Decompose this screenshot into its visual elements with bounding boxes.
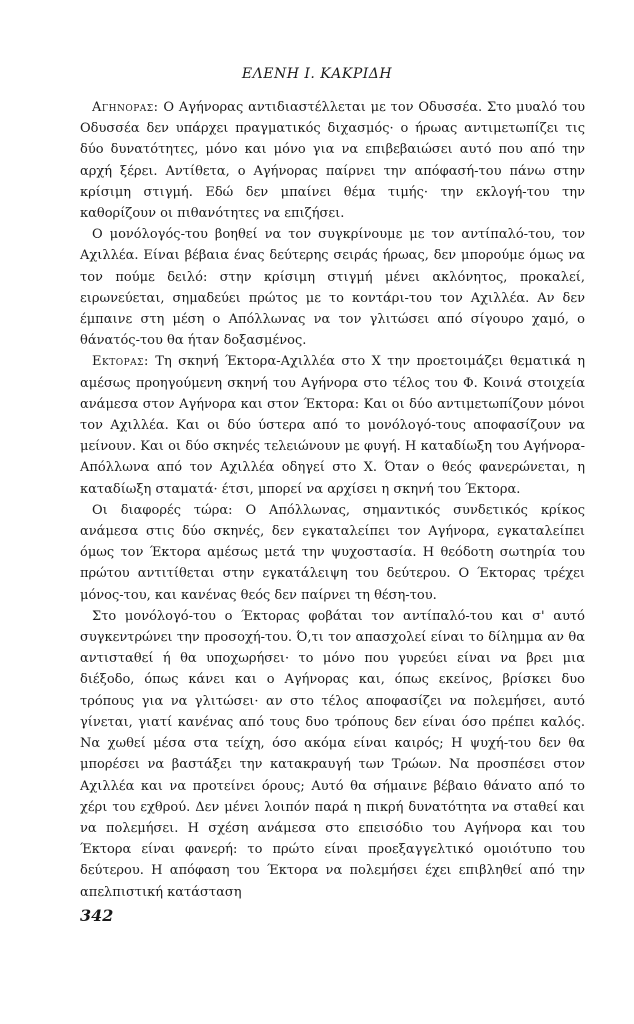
running-head: ΕΛΕΝΗ Ι. ΚΑΚΡΙΔΗ [241,66,393,82]
body-text [80,97,585,903]
paragraph-differences [80,500,585,606]
paragraph-agenor [80,97,585,224]
speaker-label: Εκτορας: [92,354,149,370]
paragraph-monologue [80,224,585,351]
paragraph-text: Στο μονόλογό-του ο Έκτορας φοβάται τον αντίπαλό-του και σ' αυτό συγκεντρώνει την προσοχή-του. Ό,τι τον απασχολεί είναι το δίλημμα αν θα αντισταθεί ή θα υποχωρήσει· το μόνο που γυρεύει είναι να βρει μια διέξοδο, όπως κάνει και ο Αγήνορας και, όπως εκείνος, βρίσκει δυο τρόπους για να γλιτώσει· αν στο τέλος αποφασίζει να πολεμήσει, αυτό γίνεται, γιατί κανένας από τους δυο τρόπους δεν είναι όσο πρέπει καλός. Να χωθεί μέσα στα τείχη, όσο ακόμα είναι καιρός; Η ψυχή-του δεν θα μπορέσει να βαστάξει την κατακραυγή των Τρώων. Να προσπέσει στον Αχιλλέα και να προτείνει όρους; Αυτό θα σήμαινε βέβαιο θάνατο από το χέρι του εχθρού. Δεν μένει λοιπόν παρά η πικρή δυνατότητα να σταθεί και να πολεμήσει. Η σχέση ανάμεσα στο επεισόδιο του Αγήνορα και του Έκτορα είναι φανερή: το πρώτο είναι προεξαγγελτικό ομοιότυπο του δεύτερου. Η απόφαση του Έκτορα να πολεμήσει έχει επιβληθεί από την απελπιστική κατάσταση [80,608,585,900]
paragraph-hector [80,351,585,499]
paragraph-hector-monologue [80,606,585,903]
paragraph-text: Ο μονόλογός-του βοηθεί να τον συγκρίνουμε με τον αντίπαλό-του, τον Αχιλλέα. Είναι βέβαια ένας δεύτερης σειράς ήρωας, δεν μπορούμε όμως να τον πούμε δειλό: στην κρίσιμη στιγμή μένει ακλόνητος, προκαλεί, ειρωνεύεται, σημαδεύει πρώτος με το κοντάρι-του τον Αχιλλέα. Αν δεν έμπαινε στη μέση ο Απόλλωνας να τον γλιτώσει από σίγουρο χαμό, ο θάνατός-του θα ήταν δοξασμένος. [80,227,585,349]
speaker-label: Αγηνορας: [92,100,159,115]
page-number: 342 [80,906,114,925]
paragraph-text: Οι διαφορές τώρα: Ο Απόλλωνας, σημαντικός συνδετικός κρίκος ανάμεσα στις δύο σκηνές, δεν εγκαταλείπει τον Αγήνορα, εγκαταλείπει όμως τον Έκτορα αμέσως μετά την ψυχοστασία. Η θεόδοτη σωτηρία του πρώτου αντιτίθεται στην εγκατάλειψη του δεύτερου. Ο Έκτορας τρέχει μόνος-του, και κανένας θεός δεν παίρνει τη θέση-του. [80,502,585,603]
paragraph-text: Ο Αγήνορας αντιδιαστέλλεται με τον Οδυσσέα. Στο μυαλό του Οδυσσέα δεν υπάρχει πραγματικός διχασμός· ο ήρωας αντιμετωπίζει τις δύο δυνατότητες, μόνο και μόνο για να επιβεβαιώσει αυτό που από την αρχή ξέρει. Αντίθετα, ο Αγήνορας παίρνει την απόφασή-του πάνω στην κρίσιμη στιγμή. Εδώ δεν μπαίνει θέμα τιμής· την εκλογή-του την καθορίζουν οι πιθανότητες να επιζήσει. [80,100,585,222]
paragraph-text: Τη σκηνή Έκτορα-Αχιλλέα στο Χ την προετοιμάζει θεματικά η αμέσως προηγούμενη σκηνή του Αγήνορα στο τέλος του Φ. Κοινά στοιχεία ανάμεσα στον Αγήνορα και στον Έκτορα: Και οι δύο αντιμετωπίζουν μόνοι τον Αχιλλέα. Και οι δύο ύστερα από το μονόλογό-τους αποφασίζουν να μείνουν. Και οι δύο σκηνές τελειώνουν με φυγή. Η καταδίωξη του Αγήνορα-Απόλλωνα από τον Αχιλλέα οδηγεί στο Χ. Όταν ο θεός φανερώνεται, η καταδίωξη σταματά· έτσι, μπορεί να αρχίσει η σκηνή του Έκτορα. [80,354,585,497]
